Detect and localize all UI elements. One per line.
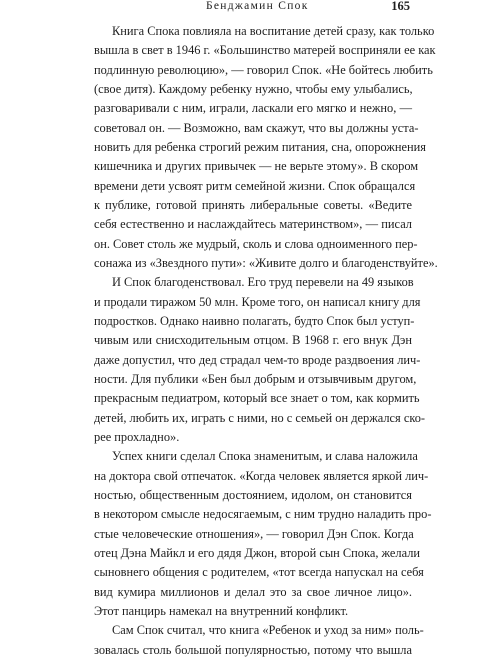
text-line: вид кумира миллионов и делал это за свое личное лицо». <box>94 584 412 599</box>
text-line: времени дети усвоят ритм семейной жизни. Спок обращался <box>94 178 416 193</box>
text-line: сыновнего общения с родителем, «тот всегда напускал на себя <box>94 565 424 580</box>
text-line: зовалась столь большой популярностью, потому что вышла <box>94 642 412 657</box>
text-line: к публике, готовой принять либеральные советы. «Ведите <box>94 197 412 212</box>
text-line: советовал он. — Возможно, вам скажут, что вы должны уста- <box>94 120 419 135</box>
text-line: (свое дитя). Каждому ребенку нужно, чтобы ему улыбались, <box>94 81 413 96</box>
text-line: Этот панцирь намекал на внутренний конфликт. <box>94 603 349 618</box>
text-line: себя естественно и наслаждайтесь материнством», — писал <box>94 217 412 232</box>
text-line: кишечника и других привычек — не верьте этому». В скором <box>94 159 419 174</box>
text-line: чивым или снисходительным отцом. В 1968 г. его внук Дэн <box>94 333 412 348</box>
text-line: в некотором смысле недосягаемым, с ним трудно наладить про- <box>94 507 432 522</box>
text-line: и продали тиражом 50 млн. Кроме того, он написал книгу для <box>94 294 421 309</box>
text-line: вышла в свет в 1946 г. «Большинство матерей восприняли ее как <box>94 43 436 58</box>
running-title: Бенджамин Спок <box>206 0 309 12</box>
text-line: даже допустил, что дед страдал чем-то вроде раздвоения лич- <box>94 352 421 367</box>
text-line: И Спок благоденствовал. Его труд перевели на 49 языков <box>112 275 414 290</box>
text-line: новить для ребенка строгий режим питания, сна, опорожнения <box>94 139 426 154</box>
text-line: подростков. Однако наивно полагать, будто Спок был уступ- <box>94 313 415 328</box>
text-line: ности. Для публики «Бен был добрым и отзывчивым другом, <box>94 371 417 386</box>
text-line: Книга Спока повлияла на воспитание детей сразу, как только <box>112 24 435 38</box>
text-line: прекрасным педиатром, который все знает о том, как кормить <box>94 391 420 406</box>
text-line: ностью, общественным достоянием, идолом, он становится <box>94 487 412 502</box>
page-number: 165 <box>391 0 410 13</box>
text-line: на доктора свой отпечаток. «Когда человек является яркой лич- <box>94 468 429 483</box>
text-line: сонажа из «Звездного пути»: «Живите долго и благоденствуйте». <box>94 255 438 270</box>
running-header <box>94 0 410 14</box>
text-line: Сам Спок считал, что книга «Ребенок и уход за ним» поль- <box>112 623 424 638</box>
text-line: разговаривали с ним, играли, ласкали его мягко и нежно, — <box>94 101 412 116</box>
text-line: отец Дэна Майкл и его дядя Джон, второй сын Спока, желали <box>94 545 421 560</box>
text-line: рее прохладно». <box>94 429 180 444</box>
text-line: детей, любить их, играть с ними, но с семьей он держался ско- <box>94 410 426 425</box>
text-line: подлинную революцию», — говорил Спок. «Не бойтесь любить <box>94 62 433 77</box>
text-line: стые человеческие отношения», — говорил Дэн Спок. Когда <box>94 526 414 541</box>
body-text <box>94 22 438 660</box>
text-line: он. Совет столь же мудрый, сколь и слова одноименного пер- <box>94 236 418 251</box>
text-line: Успех книги сделал Спока знаменитым, и слава наложила <box>112 449 418 464</box>
